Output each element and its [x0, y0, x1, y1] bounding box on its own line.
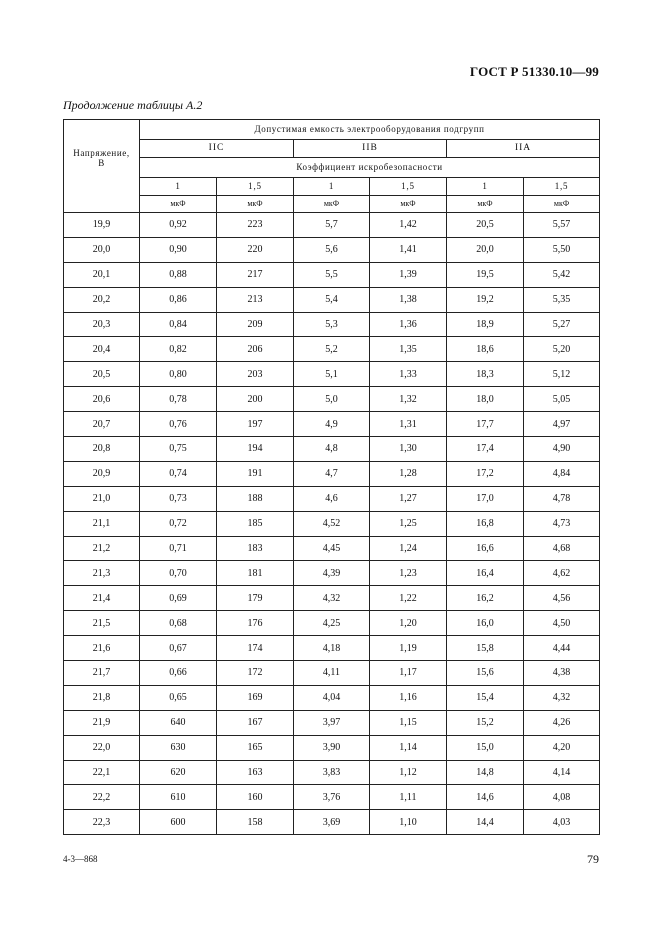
- capacity-cell: 0,69: [140, 586, 217, 611]
- capacity-cell: 4,90: [524, 437, 600, 462]
- capacity-cell: 1,38: [370, 287, 447, 312]
- voltage-header-label: Напряжение,: [73, 148, 130, 159]
- capacity-cell: 1,28: [370, 461, 447, 486]
- capacity-cell: 0,67: [140, 636, 217, 661]
- table-row: [64, 810, 600, 835]
- capacity-cell: 1,36: [370, 312, 447, 337]
- table-row: [64, 262, 600, 287]
- footer-code: 4-3—868: [63, 854, 98, 864]
- capacity-cell: 4,97: [524, 412, 600, 437]
- capacity-cell: 5,6: [294, 237, 370, 262]
- capacity-cell: 4,56: [524, 586, 600, 611]
- capacity-cell: 1,17: [370, 661, 447, 686]
- voltage-cell: 21,9: [64, 710, 140, 735]
- voltage-cell: 20,3: [64, 312, 140, 337]
- capacity-cell: 0,72: [140, 511, 217, 536]
- voltage-cell: 21,7: [64, 661, 140, 686]
- unit-cell: мкФ: [140, 196, 217, 213]
- capacity-cell: 0,80: [140, 362, 217, 387]
- capacity-cell: 4,8: [294, 437, 370, 462]
- voltage-cell: 20,8: [64, 437, 140, 462]
- capacity-cell: 1,33: [370, 362, 447, 387]
- voltage-cell: 21,8: [64, 685, 140, 710]
- capacity-cell: 4,45: [294, 536, 370, 561]
- voltage-cell: 21,3: [64, 561, 140, 586]
- capacity-cell: 17,7: [447, 412, 524, 437]
- capacity-cell: 4,18: [294, 636, 370, 661]
- capacity-cell: 5,57: [524, 213, 600, 238]
- capacity-cell: 20,5: [447, 213, 524, 238]
- voltage-cell: 20,6: [64, 387, 140, 412]
- capacity-cell: 3,97: [294, 710, 370, 735]
- capacity-cell: 4,04: [294, 685, 370, 710]
- capacity-cell: 19,2: [447, 287, 524, 312]
- voltage-cell: 21,0: [64, 486, 140, 511]
- capacity-cell: 197: [217, 412, 294, 437]
- capacity-cell: 16,8: [447, 511, 524, 536]
- capacity-cell: 3,69: [294, 810, 370, 835]
- voltage-header-unit: В: [98, 158, 105, 168]
- table-row: [64, 461, 600, 486]
- capacity-cell: 5,50: [524, 237, 600, 262]
- capacity-cell: 188: [217, 486, 294, 511]
- capacity-cell: 1,42: [370, 213, 447, 238]
- capacity-cell: 4,25: [294, 611, 370, 636]
- capacity-cell: 160: [217, 785, 294, 810]
- capacity-cell: 1,10: [370, 810, 447, 835]
- capacity-cell: 5,42: [524, 262, 600, 287]
- capacity-cell: 0,65: [140, 685, 217, 710]
- page-number: 79: [587, 852, 599, 866]
- capacity-cell: 15,6: [447, 661, 524, 686]
- capacity-cell: 185: [217, 511, 294, 536]
- capacity-cell: 16,4: [447, 561, 524, 586]
- table-row: [64, 735, 600, 760]
- table-row: [64, 586, 600, 611]
- capacity-cell: 4,78: [524, 486, 600, 511]
- voltage-cell: 19,9: [64, 213, 140, 238]
- capacity-cell: 4,20: [524, 735, 600, 760]
- capacity-cell: 0,74: [140, 461, 217, 486]
- capacity-table: [63, 119, 600, 835]
- capacity-cell: 1,14: [370, 735, 447, 760]
- voltage-cell: 20,4: [64, 337, 140, 362]
- group-header-iia: IIA: [447, 140, 600, 158]
- capacity-cell: 16,6: [447, 536, 524, 561]
- capacity-cell: 1,39: [370, 262, 447, 287]
- capacity-cell: 169: [217, 685, 294, 710]
- capacity-cell: 4,32: [524, 685, 600, 710]
- capacity-cell: 4,50: [524, 611, 600, 636]
- voltage-cell: 21,6: [64, 636, 140, 661]
- capacity-cell: 17,2: [447, 461, 524, 486]
- capacity-header: Допустимая емкость электрооборудования подгрупп: [140, 120, 600, 140]
- capacity-cell: 4,84: [524, 461, 600, 486]
- table-row: [64, 362, 600, 387]
- capacity-cell: 15,4: [447, 685, 524, 710]
- capacity-cell: 1,20: [370, 611, 447, 636]
- capacity-cell: 1,24: [370, 536, 447, 561]
- capacity-cell: 4,73: [524, 511, 600, 536]
- capacity-cell: 181: [217, 561, 294, 586]
- capacity-cell: 174: [217, 636, 294, 661]
- capacity-cell: 17,0: [447, 486, 524, 511]
- voltage-column-header: [64, 120, 140, 213]
- capacity-cell: 18,3: [447, 362, 524, 387]
- unit-cell: мкФ: [370, 196, 447, 213]
- capacity-cell: 4,32: [294, 586, 370, 611]
- capacity-cell: 4,14: [524, 760, 600, 785]
- capacity-cell: 630: [140, 735, 217, 760]
- table-row: [64, 213, 600, 238]
- capacity-cell: 1,30: [370, 437, 447, 462]
- voltage-cell: 21,1: [64, 511, 140, 536]
- capacity-cell: 5,1: [294, 362, 370, 387]
- voltage-cell: 20,9: [64, 461, 140, 486]
- capacity-cell: 5,35: [524, 287, 600, 312]
- voltage-cell: 20,2: [64, 287, 140, 312]
- capacity-cell: 19,5: [447, 262, 524, 287]
- capacity-cell: 0,73: [140, 486, 217, 511]
- capacity-cell: 1,31: [370, 412, 447, 437]
- capacity-cell: 0,82: [140, 337, 217, 362]
- table-row: [64, 785, 600, 810]
- capacity-cell: 4,44: [524, 636, 600, 661]
- capacity-cell: 4,38: [524, 661, 600, 686]
- capacity-cell: 1,15: [370, 710, 447, 735]
- capacity-cell: 194: [217, 437, 294, 462]
- capacity-cell: 0,86: [140, 287, 217, 312]
- capacity-cell: 5,05: [524, 387, 600, 412]
- safety-factor-header: Коэффициент искробезопасности: [140, 158, 600, 178]
- table-row: [64, 412, 600, 437]
- capacity-cell: 15,8: [447, 636, 524, 661]
- capacity-cell: 3,90: [294, 735, 370, 760]
- unit-cell: мкФ: [447, 196, 524, 213]
- table-row: [64, 387, 600, 412]
- table-row: [64, 636, 600, 661]
- factor-cell: 1: [294, 178, 370, 196]
- capacity-cell: 167: [217, 710, 294, 735]
- capacity-cell: 1,16: [370, 685, 447, 710]
- table-row: [64, 685, 600, 710]
- capacity-cell: 5,27: [524, 312, 600, 337]
- capacity-cell: 5,4: [294, 287, 370, 312]
- capacity-cell: 600: [140, 810, 217, 835]
- voltage-cell: 22,2: [64, 785, 140, 810]
- table-row: [64, 437, 600, 462]
- capacity-cell: 183: [217, 536, 294, 561]
- capacity-cell: 0,88: [140, 262, 217, 287]
- capacity-cell: 1,27: [370, 486, 447, 511]
- capacity-cell: 15,2: [447, 710, 524, 735]
- capacity-cell: 165: [217, 735, 294, 760]
- capacity-cell: 4,39: [294, 561, 370, 586]
- capacity-cell: 0,75: [140, 437, 217, 462]
- capacity-cell: 5,5: [294, 262, 370, 287]
- capacity-cell: 0,84: [140, 312, 217, 337]
- capacity-cell: 4,03: [524, 810, 600, 835]
- group-header-iib: IIB: [294, 140, 447, 158]
- capacity-cell: 4,62: [524, 561, 600, 586]
- capacity-cell: 4,6: [294, 486, 370, 511]
- capacity-cell: 1,23: [370, 561, 447, 586]
- voltage-cell: 21,2: [64, 536, 140, 561]
- capacity-cell: 4,26: [524, 710, 600, 735]
- capacity-cell: 5,0: [294, 387, 370, 412]
- document-title: ГОСТ Р 51330.10—99: [469, 64, 599, 79]
- group-header-iic: IIC: [140, 140, 294, 158]
- table-row: [64, 337, 600, 362]
- capacity-cell: 158: [217, 810, 294, 835]
- capacity-cell: 206: [217, 337, 294, 362]
- voltage-cell: 20,5: [64, 362, 140, 387]
- factor-cell: 1: [140, 178, 217, 196]
- factor-cell: 1,5: [217, 178, 294, 196]
- voltage-cell: 20,7: [64, 412, 140, 437]
- voltage-cell: 20,0: [64, 237, 140, 262]
- unit-cell: мкФ: [524, 196, 600, 213]
- capacity-cell: 1,22: [370, 586, 447, 611]
- capacity-cell: 1,32: [370, 387, 447, 412]
- capacity-cell: 4,08: [524, 785, 600, 810]
- capacity-cell: 640: [140, 710, 217, 735]
- table-row: [64, 511, 600, 536]
- voltage-cell: 22,3: [64, 810, 140, 835]
- capacity-cell: 1,19: [370, 636, 447, 661]
- table-row: [64, 710, 600, 735]
- capacity-cell: 5,20: [524, 337, 600, 362]
- voltage-cell: 21,4: [64, 586, 140, 611]
- capacity-cell: 220: [217, 237, 294, 262]
- capacity-cell: 4,68: [524, 536, 600, 561]
- capacity-cell: 0,78: [140, 387, 217, 412]
- capacity-cell: 17,4: [447, 437, 524, 462]
- table-row: [64, 486, 600, 511]
- voltage-cell: 21,5: [64, 611, 140, 636]
- capacity-cell: 1,12: [370, 760, 447, 785]
- capacity-cell: 209: [217, 312, 294, 337]
- factor-cell: 1,5: [370, 178, 447, 196]
- factor-cell: 1: [447, 178, 524, 196]
- capacity-cell: 4,11: [294, 661, 370, 686]
- factor-cell: 1,5: [524, 178, 600, 196]
- table-caption: Продолжение таблицы А.2: [63, 98, 203, 112]
- capacity-cell: 18,0: [447, 387, 524, 412]
- voltage-cell: 20,1: [64, 262, 140, 287]
- capacity-cell: 15,0: [447, 735, 524, 760]
- capacity-cell: 18,9: [447, 312, 524, 337]
- capacity-cell: 1,41: [370, 237, 447, 262]
- capacity-cell: 1,11: [370, 785, 447, 810]
- capacity-cell: 16,0: [447, 611, 524, 636]
- capacity-cell: 14,4: [447, 810, 524, 835]
- unit-cell: мкФ: [294, 196, 370, 213]
- capacity-cell: 0,68: [140, 611, 217, 636]
- capacity-cell: 191: [217, 461, 294, 486]
- capacity-cell: 0,76: [140, 412, 217, 437]
- capacity-cell: 5,2: [294, 337, 370, 362]
- capacity-cell: 1,35: [370, 337, 447, 362]
- capacity-cell: 5,12: [524, 362, 600, 387]
- capacity-cell: 14,8: [447, 760, 524, 785]
- voltage-cell: 22,1: [64, 760, 140, 785]
- capacity-cell: 3,83: [294, 760, 370, 785]
- capacity-cell: 223: [217, 213, 294, 238]
- table-row: [64, 611, 600, 636]
- capacity-cell: 0,92: [140, 213, 217, 238]
- capacity-cell: 0,70: [140, 561, 217, 586]
- capacity-cell: 610: [140, 785, 217, 810]
- table-row: [64, 237, 600, 262]
- capacity-cell: 4,7: [294, 461, 370, 486]
- table-row: [64, 287, 600, 312]
- capacity-cell: 0,66: [140, 661, 217, 686]
- capacity-cell: 163: [217, 760, 294, 785]
- capacity-cell: 179: [217, 586, 294, 611]
- table-row: [64, 312, 600, 337]
- capacity-cell: 16,2: [447, 586, 524, 611]
- capacity-cell: 4,9: [294, 412, 370, 437]
- unit-cell: мкФ: [217, 196, 294, 213]
- capacity-cell: 20,0: [447, 237, 524, 262]
- table-row: [64, 561, 600, 586]
- capacity-cell: 217: [217, 262, 294, 287]
- capacity-cell: 0,90: [140, 237, 217, 262]
- capacity-cell: 172: [217, 661, 294, 686]
- capacity-cell: 203: [217, 362, 294, 387]
- capacity-cell: 4,52: [294, 511, 370, 536]
- capacity-cell: 200: [217, 387, 294, 412]
- capacity-cell: 5,3: [294, 312, 370, 337]
- capacity-cell: 620: [140, 760, 217, 785]
- voltage-cell: 22,0: [64, 735, 140, 760]
- capacity-cell: 18,6: [447, 337, 524, 362]
- capacity-cell: 14,6: [447, 785, 524, 810]
- table-body: [64, 213, 600, 835]
- table-row: [64, 661, 600, 686]
- table-row: [64, 536, 600, 561]
- capacity-cell: 1,25: [370, 511, 447, 536]
- capacity-cell: 213: [217, 287, 294, 312]
- table-row: [64, 760, 600, 785]
- capacity-cell: 176: [217, 611, 294, 636]
- capacity-cell: 3,76: [294, 785, 370, 810]
- capacity-cell: 0,71: [140, 536, 217, 561]
- capacity-cell: 5,7: [294, 213, 370, 238]
